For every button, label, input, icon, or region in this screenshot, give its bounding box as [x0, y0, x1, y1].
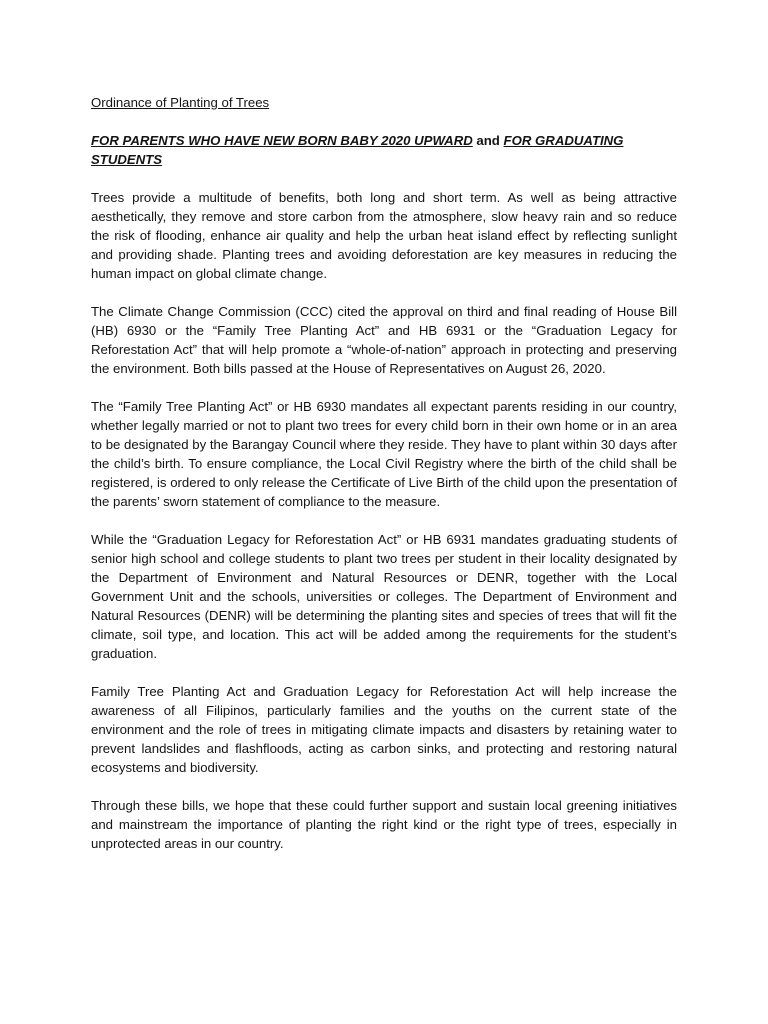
document-subtitle	[91, 131, 677, 169]
paragraph-ccc-approval: The Climate Change Commission (CCC) cited the approval on third and final reading of House Bill (HB) 6930 or the “Family Tree Planting Act” and HB 6931 or the “Graduation Legacy for Reforestation Act” that will help promote a “whole-of-nation” approach in protecting and preserving the environment. Both bills passed at the House of Representatives on August 26, 2020.	[91, 304, 677, 376]
paragraph-graduation-legacy-act: While the “Graduation Legacy for Reforestation Act” or HB 6931 mandates graduating students of senior high school and college students to plant two trees per student in their locality designated by the Department of Environment and Natural Resources or DENR, together with the Local Government Unit and the schools, universities or colleges. The Department of Environment and Natural Resources (DENR) will be determining the planting sites and species of trees that will fit the climate, soil type, and location. This act will be added among the requirements for the student’s graduation.	[91, 532, 677, 661]
subtitle-students: FOR GRADUATING STUDENTS	[91, 133, 624, 167]
document-title: Ordinance of Planting of Trees	[91, 95, 270, 110]
subtitle-parents: FOR PARENTS WHO HAVE NEW BORN BABY 2020 UPWARD	[91, 133, 473, 148]
paragraph-conclusion: Through these bills, we hope that these could further support and sustain local greening initiatives and mainstream the importance of planting the right kind or the right type of trees, especially in unprotected areas in our country.	[91, 798, 677, 851]
paragraph-family-tree-act: The “Family Tree Planting Act” or HB 6930 mandates all expectant parents residing in our country, whether legally married or not to plant two trees for every child born in their own home or in an area to be designated by the Barangay Council where they reside. They have to plant within 30 days after the child’s birth. To ensure compliance, the Local Civil Registry where the birth of the child shall be registered, is ordered to only release the Certificate of Live Birth of the child upon the presentation of the parents’ sworn statement of compliance to the measure.	[91, 399, 677, 509]
document-page	[91, 93, 677, 872]
subtitle-connector: and	[476, 133, 500, 148]
paragraph-awareness: Family Tree Planting Act and Graduation Legacy for Reforestation Act will help increase the awareness of all Filipinos, particularly families and the youths on the current state of the environment and the role of trees in mitigating climate impacts and disasters by retaining water to prevent landslides and flashfloods, acting as carbon sinks, and protecting and restoring natural ecosystems and biodiversity.	[91, 684, 677, 775]
paragraph-tree-benefits: Trees provide a multitude of benefits, both long and short term. As well as being attractive aesthetically, they remove and store carbon from the atmosphere, slow heavy rain and so reduce the risk of flooding, enhance air quality and help the urban heat island effect by reflecting sunlight and providing shade. Planting trees and avoiding deforestation are key measures in reducing the human impact on global climate change.	[91, 190, 677, 281]
